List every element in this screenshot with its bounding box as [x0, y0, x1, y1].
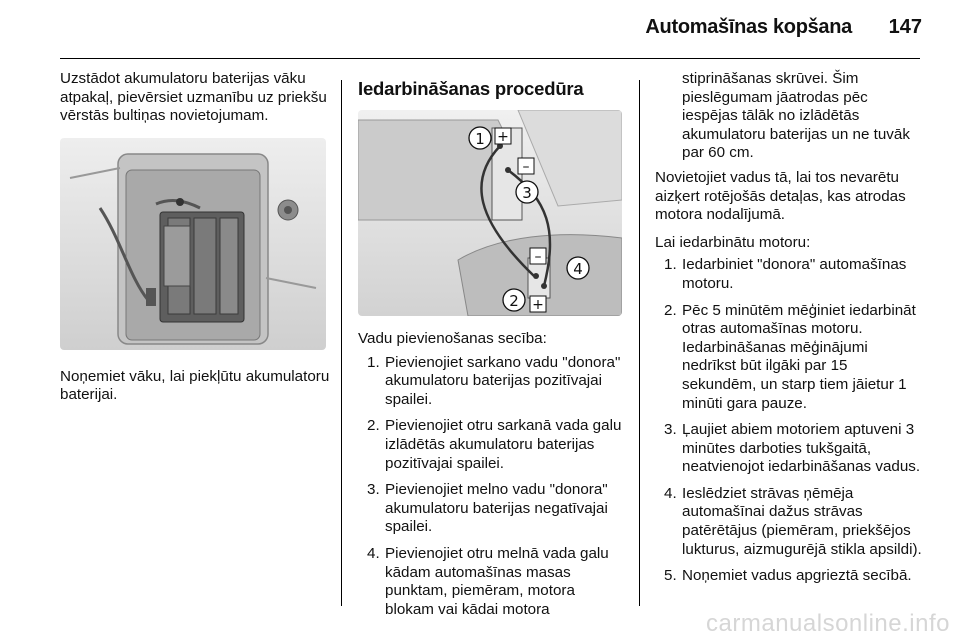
fig-minus-top: – [522, 159, 530, 175]
section-heading: Iedarbināšanas procedūra [358, 78, 584, 99]
column-middle [358, 70, 624, 627]
list-item: 4. Pievienojiet otru melnā vada galu kādam automašīnas masas punktam, piemēram, motora blokam vai kādai motora [367, 544, 609, 618]
connection-order-intro: Vadu pievienošanas secība: [358, 330, 547, 347]
battery-compartment-figure [60, 138, 326, 350]
cable-placement-paragraph: Novietojiet vadus tā, lai tos nevarētu aizķert rotējošās detaļas, kas atrodas motora nodalījumā. [655, 168, 906, 224]
connection-steps-list [358, 354, 624, 620]
jump-start-figure [358, 110, 622, 316]
column-left [60, 70, 330, 414]
fig-label-3: 3 [522, 184, 532, 202]
watermark: carmanualsonline.info [706, 610, 950, 637]
fig-plus-top: + [497, 129, 509, 145]
list-item: 4. Ieslēdziet strāvas ņēmēja automašīnai dažus strāvas patērētājus (piemēram, priekšējos lukturus, aizmugurējā stikla apsildi). [664, 484, 922, 558]
fig-label-4: 4 [573, 260, 583, 278]
list-item: 3. Ļaujiet abiem motoriem aptuveni 3 minūtes darboties tukšgaitā, neatvienojot iedarbināšanas vadus. [664, 421, 921, 476]
page-header [0, 0, 960, 60]
page-number: 147 [888, 16, 922, 38]
column-right [655, 70, 925, 594]
battery-cover-paragraph: Uzstādot akumulatoru baterijas vāku atpakaļ, pievērsiet uzmanību uz priekšu vērstās bultiņas novietojumam. [60, 70, 327, 125]
list-item: 1. Iedarbiniet "donora" automašīnas motoru. [664, 256, 907, 292]
fig-label-1: 1 [475, 130, 485, 148]
column-divider-1 [341, 80, 342, 606]
start-engine-intro: Lai iedarbinātu motoru: [655, 233, 811, 251]
list-item: 1. Pievienojiet sarkano vadu "donora" akumulatoru baterijas pozitīvajai spailei. [367, 353, 621, 408]
list-item: 2. Pēc 5 minūtēm mēģiniet iedarbināt otras automašīnas motoru. Iedarbināšanas mēģinājumi nedrīkst būt ilgāki par 15 sekundēm, un starp tiem jāietur 1 minūti gara pauze. [664, 301, 916, 412]
fig-minus-bottom: – [534, 249, 542, 265]
column-divider-2 [639, 80, 640, 606]
start-steps-list [655, 256, 925, 586]
list-item: 3. Pievienojiet melno vadu "donora" akumulatoru baterijas negatīvajai spailei. [367, 481, 608, 536]
fig-plus-bottom: + [532, 297, 544, 313]
continued-step [655, 70, 925, 163]
list-item: 2. Pievienojiet otru sarkanā vada galu izlādētās akumulatoru baterijas pozitīvajai spailei. [367, 417, 622, 472]
list-item-continued: stiprināšanas skrūvei. Šim pieslēgumam jāatrodas pēc iespējas tālāk no izlādētās akumulatoru baterijas un ne tuvāk par 60 cm. [682, 70, 910, 162]
page-title: Automašīnas kopšana [645, 16, 852, 38]
remove-cover-paragraph: Noņemiet vāku, lai piekļūtu akumulatoru baterijai. [60, 367, 330, 404]
header-rule [60, 58, 920, 59]
fig-label-2: 2 [509, 292, 519, 310]
list-item: 5. Noņemiet vadus apgrieztā secībā. [664, 567, 912, 585]
